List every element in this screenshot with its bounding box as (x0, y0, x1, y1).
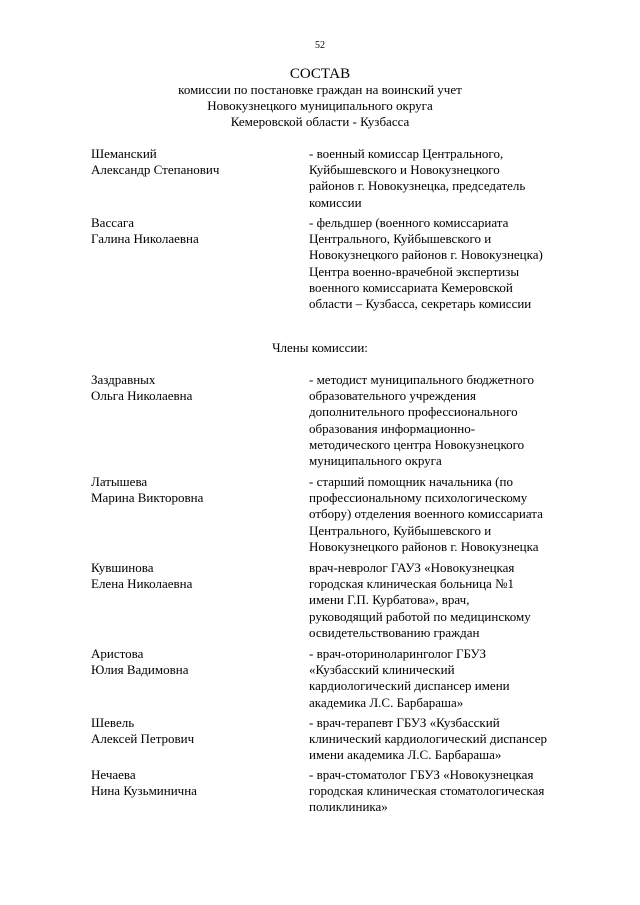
role-line: Новокузнецкого районов г. Новокузнецка (309, 538, 539, 554)
role-line: Куйбышевского и Новокузнецкого (309, 162, 500, 178)
role-line: - врач-стоматолог ГБУЗ «Новокузнецкая (309, 767, 534, 782)
role-line: профессиональному психологическому (309, 490, 528, 506)
person-given-names: Александр Степанович (91, 162, 220, 178)
person-name (91, 372, 301, 404)
person-name (91, 646, 301, 678)
person-role (309, 767, 599, 816)
person-role (309, 215, 599, 312)
role-line: академика Л.С. Барбараша» (309, 694, 464, 710)
role-line: имени Г.П. Курбатова», врач, (309, 592, 470, 608)
role-line: врач-невролог ГАУЗ «Новокузнецкая (309, 560, 515, 575)
role-line: Центрального, Куйбышевского и (309, 231, 492, 247)
document-title: СОСТАВ (289, 66, 351, 82)
role-line: - фельдшер (военного комиссариата (309, 215, 509, 230)
role-line: - врач-оториноларинголог ГБУЗ (309, 646, 487, 661)
person-role (309, 715, 599, 764)
role-line: Центрального, Куйбышевского и (309, 522, 492, 538)
person-surname: Заздравных (91, 372, 156, 387)
person-surname: Шеманский (91, 146, 157, 161)
person-given-names: Галина Николаевна (91, 231, 199, 247)
role-line: «Кузбасский клинический (309, 662, 455, 678)
role-line: военного комиссариата Кемеровской (309, 279, 513, 295)
role-line: поликлиника» (309, 799, 388, 815)
person-role (309, 372, 599, 469)
members-heading: Члены комиссии: (272, 340, 368, 355)
person-role (309, 646, 599, 711)
role-line: области – Кузбасса, секретарь комиссии (309, 296, 532, 312)
person-given-names: Ольга Николаевна (91, 388, 193, 404)
person-given-names: Елена Николаевна (91, 576, 193, 592)
role-line: освидетельствованию граждан (309, 624, 480, 640)
role-line: методического центра Новокузнецкого (309, 436, 525, 452)
role-line: имени академика Л.С. Барбараша» (309, 747, 502, 763)
person-surname: Аристова (91, 646, 144, 661)
person-given-names: Марина Викторовна (91, 490, 204, 506)
person-name (91, 215, 301, 247)
role-line: дополнительного профессионального (309, 404, 518, 420)
role-line: - врач-терапевт ГБУЗ «Кузбасский (309, 715, 500, 730)
person-surname: Нечаева (91, 767, 136, 782)
person-given-names: Алексей Петрович (91, 731, 195, 747)
person-role (309, 560, 599, 641)
subtitle-line: Кемеровской области - Кузбасса (230, 114, 410, 129)
role-line: муниципального округа (309, 453, 442, 469)
role-line: комиссии (309, 194, 362, 210)
person-role (309, 146, 599, 211)
role-line: районов г. Новокузнецка, председатель (309, 178, 526, 194)
role-line: Центра военно-врачебной экспертизы (309, 263, 520, 279)
role-line: - военный комиссар Центрального, (309, 146, 504, 161)
page-number: 52 (315, 40, 325, 51)
person-given-names: Юлия Вадимовна (91, 662, 189, 678)
role-line: городская клиническая стоматологическая (309, 783, 545, 799)
role-line: образования информационно- (309, 420, 476, 436)
subtitle-line: комиссии по постановке граждан на воинский учет (178, 82, 462, 97)
role-line: образовательного учреждения (309, 388, 476, 404)
person-name (91, 474, 301, 506)
document-subtitle (0, 82, 640, 130)
role-line: - методист муниципального бюджетного (309, 372, 535, 387)
person-surname: Кувшинова (91, 560, 154, 575)
person-name (91, 715, 301, 747)
role-line: кардиологический диспансер имени (309, 678, 510, 694)
role-line: руководящий работой по медицинскому (309, 608, 531, 624)
role-line: клинический кардиологический диспансер (309, 731, 548, 747)
role-line: Новокузнецкого районов г. Новокузнецка) (309, 247, 543, 263)
person-name (91, 560, 301, 592)
person-name (91, 767, 301, 799)
person-surname: Шевель (91, 715, 135, 730)
role-line: - старший помощник начальника (по (309, 474, 513, 489)
person-name (91, 146, 301, 178)
role-line: отбору) отделения военного комиссариата (309, 506, 543, 522)
person-surname: Латышева (91, 474, 148, 489)
subtitle-line: Новокузнецкого муниципального округа (207, 98, 433, 113)
person-given-names: Нина Кузьминична (91, 783, 197, 799)
role-line: городская клиническая больница №1 (309, 576, 514, 592)
person-role (309, 474, 599, 555)
person-surname: Вассага (91, 215, 135, 230)
